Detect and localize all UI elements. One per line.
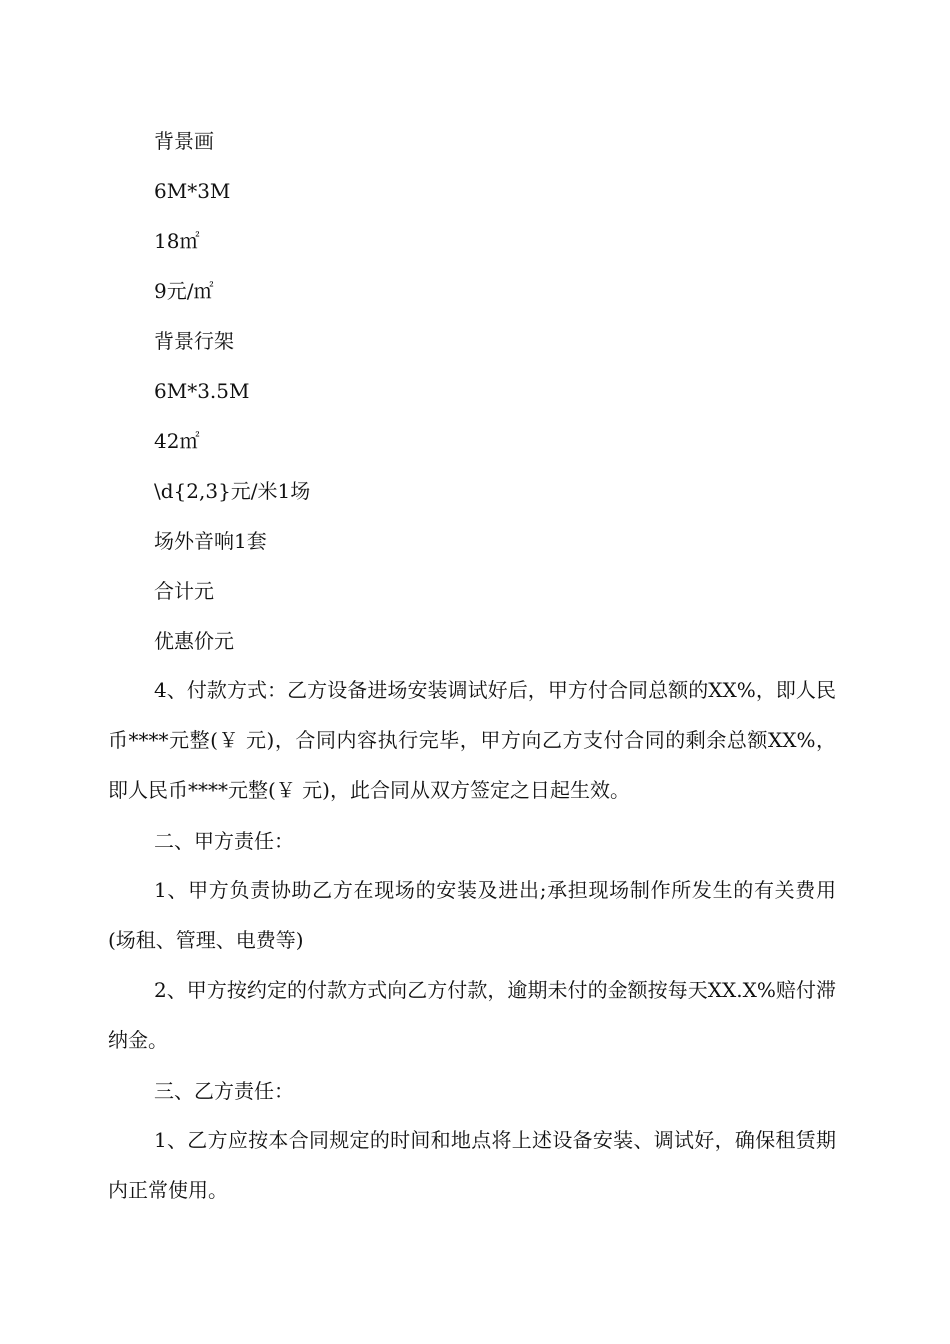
item-line: 18㎡ (154, 229, 200, 253)
party-b-heading: 三、乙方责任： (154, 1079, 294, 1103)
party-a-item: 1、甲方负责协助乙方在现场的安装及进出;承担现场制作所发生的有关费用(场租、管理、电费等) (108, 878, 836, 952)
payment-paragraph: 4、付款方式：乙方设备进场安装调试好后，甲方付合同总额的XX%，即人民币****元整(￥ 元)，合同内容执行完毕，甲方向乙方支付合同的剩余总额XX%，即人民币****元整(￥ 元)，此合同从双方签定之日起生效。 (108, 678, 836, 802)
item-line: 6M*3.5M (154, 379, 250, 403)
party-a-heading: 二、甲方责任： (154, 829, 294, 853)
item-line: 42㎡ (154, 429, 200, 453)
item-line: 场外音响1套 (154, 529, 267, 553)
item-line: 合计元 (154, 579, 214, 603)
item-line: 9元/㎡ (154, 279, 214, 303)
item-line: 优惠价元 (154, 629, 234, 653)
item-line: \d{2,3}元/米1场 (154, 479, 311, 503)
item-line: 背景画 (154, 129, 214, 153)
party-b-item: 1、乙方应按本合同规定的时间和地点将上述设备安装、调试好，确保租赁期内正常使用。 (108, 1128, 836, 1202)
item-line: 背景行架 (154, 329, 234, 353)
item-line: 6M*3M (154, 179, 231, 203)
party-a-item: 2、甲方按约定的付款方式向乙方付款，逾期未付的金额按每天XX.X%赔付滞纳金。 (108, 978, 836, 1052)
